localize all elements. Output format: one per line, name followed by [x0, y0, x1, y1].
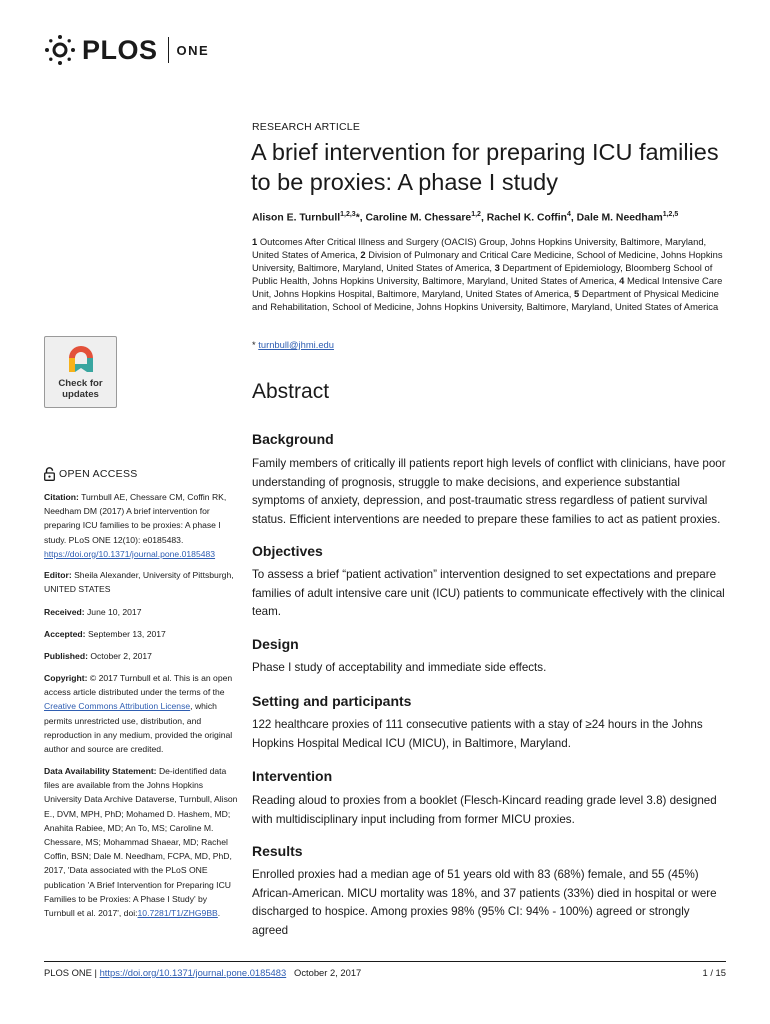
affiliation-text: Outcomes After Critical Illness and Surgery (OACIS) Group, Johns Hopkins University, Baltimore, Maryland, United States of America, — [252, 236, 707, 260]
section-text-results: Enrolled proxies had a median age of 51 years old with 83 (68%) female, and 55 (45%) African-American. MICU mortality was 18%, and 37 patients (33%) died in hospital or were discharged to hospice. Among proxies 98% (95% CI: 94% - 100%) agreed or strongly agreed — [252, 868, 717, 937]
check-for-updates-label — [45, 379, 116, 400]
accepted-label: Accepted: — [44, 629, 86, 639]
footer-journal: PLOS ONE | — [44, 967, 97, 978]
footer-doi-link[interactable]: https://doi.org/10.1371/journal.pone.0185483 — [99, 967, 287, 978]
affiliation-text: Medical Intensive Care Unit, Johns Hopkins Hospital, Baltimore, Maryland, United States of America, — [252, 274, 723, 299]
published-label: Published: — [44, 651, 88, 661]
corresponding-mark: * — [355, 212, 360, 224]
crossmark-icon — [65, 342, 97, 378]
journal-subtitle: ONE — [176, 42, 210, 58]
check-updates-line2: updates — [62, 388, 99, 400]
abstract-heading: Abstract — [252, 380, 330, 403]
author-affiliation: 1,2,3 — [340, 211, 356, 218]
affiliation-number: 4 — [619, 274, 625, 286]
section-heading-intervention: Intervention — [252, 768, 333, 784]
affiliation-number: 3 — [494, 261, 500, 273]
copyright-label: Copyright: — [44, 673, 88, 683]
data-availability-block — [44, 764, 240, 920]
editor-block — [44, 568, 240, 596]
section-heading-background: Background — [252, 431, 334, 447]
accepted-block — [44, 627, 240, 641]
author-name: Rachel K. Coffin — [486, 212, 567, 224]
data-availability-end: . — [217, 908, 221, 919]
open-access-badge — [44, 467, 138, 481]
journal-logo — [44, 30, 209, 70]
editor-text: Sheila Alexander, University of Pittsburgh, UNITED STATES — [44, 570, 234, 595]
corresponding-author — [252, 339, 334, 350]
citation-doi-link[interactable]: https://doi.org/10.1371/journal.pone.0185483 — [44, 548, 216, 559]
plos-logo-icon — [44, 34, 76, 66]
author-list: Alison E. Turnbull$^{1,2,3}$*, Caroline M. Chessare$^{1,2}$, Rachel K. Coffin$^4$, Dale M. Needham$^{1,2,5}$ — [252, 211, 679, 224]
data-availability-label: Data Availability Statement: — [44, 766, 157, 776]
data-doi-link[interactable]: 10.7281/T1/ZHG9BB — [137, 908, 218, 919]
check-updates-line1: Check for — [58, 378, 103, 389]
copyright-text: © 2017 Turnbull et al. This is an open access article distributed under the terms of the — [44, 673, 233, 698]
published-block — [44, 649, 240, 663]
footer-divider — [44, 961, 726, 962]
section-text-design: Phase I study of acceptability and immediate side effects. — [252, 661, 547, 674]
page-number: 1 / 15 — [702, 967, 726, 978]
journal-brand: PLOS — [82, 34, 158, 65]
article-title: A brief intervention for preparing ICU families to be proxies: A phase I study — [251, 139, 719, 195]
citation-label: Citation: — [44, 492, 79, 502]
affiliation-number: 2 — [360, 248, 366, 260]
received-label: Received: — [44, 607, 85, 617]
copyright-block — [44, 671, 240, 756]
license-link[interactable]: Creative Commons Attribution License — [44, 701, 191, 712]
footer — [44, 967, 361, 978]
published-date: October 2, 2017 — [90, 651, 152, 661]
affiliation-text: Department of Epidemiology, Bloomberg School of Public Health, Johns Hopkins University, Baltimore, Maryland, United States of America, — [252, 261, 713, 286]
open-access-label: OPEN ACCESS — [59, 468, 138, 480]
copyright-text-end: , which permits unrestricted use, distribution, and reproduction in any medium, provided the original author and source are credited. — [44, 701, 233, 755]
section-text-setting: 122 healthcare proxies of 111 consecutive patients with a stay of ≥24 hours in the Johns Hopkins Hospital Medical ICU (MICU), in Baltimore, Maryland. — [252, 718, 703, 750]
data-availability-text: De-identified data files are available from the Johns Hopkins University Data Archive Dataverse, Turnbull, Alison E., DVM, MPH, PhD; Mohamed D. Hashem, MD; Anahita Rabiee, MD; An To, MS; Caroline M. Chessare, MS; Mohammad Shaear, MD; Rachel Coffin, BSN; Dale M. Needham, FCPA, MD, PhD, 2017, 'Data associated with the PLoS ONE publication 'A Brief Intervention for Preparing ICU Families to be Proxies: A Phase I Study' by Turnbull et al. 2017', doi: — [44, 766, 238, 919]
accepted-date: September 13, 2017 — [87, 629, 166, 639]
author-name: Alison E. Turnbull — [252, 212, 341, 224]
section-heading-objectives: Objectives — [252, 543, 323, 559]
check-for-updates-badge[interactable] — [44, 336, 117, 408]
affiliation-text: Division of Pulmonary and Critical Care Medicine, School of Medicine, Johns Hopkins University, Baltimore, Maryland, United States of America, — [252, 248, 723, 273]
affiliation-number: 1 — [252, 236, 258, 247]
section-text-background: Family members of critically ill patients report high levels of conflict with clinicians, have poor understanding of prognosis, struggle to make decisions, and experience substantial symptoms of anxiety, depression, and post-traumatic stress regardless of patient survival status. Efficient interventions are needed to prepare these families to act as patient proxies. — [252, 457, 726, 526]
citation-text: Turnbull AE, Chessare CM, Coffin RK, Needham DM (2017) A brief intervention for preparing ICU families to be proxies: A phase I study. PLoS ONE 12(10): e0185483. — [44, 492, 227, 545]
received-block — [44, 605, 240, 619]
affiliations — [252, 236, 724, 313]
author-affiliation: 4 — [566, 211, 571, 218]
received-date: June 10, 2017 — [87, 607, 142, 617]
affiliation-text: Department of Physical Medicine and Rehabilitation, School of Medicine, Johns Hopkins University, Baltimore, Maryland, United States of America — [252, 287, 719, 312]
section-heading-design: Design — [252, 636, 299, 652]
article-type: RESEARCH ARTICLE — [252, 121, 361, 133]
author-affiliation: 1,2 — [471, 211, 481, 218]
footer-date: October 2, 2017 — [294, 967, 362, 978]
logo-divider — [168, 37, 169, 63]
author-name: Caroline M. Chessare — [365, 212, 472, 224]
section-text-objectives: To assess a brief “patient activation” intervention designed to set expectations and prepare families of adult intensive care unit (ICU) patients to communicate effectively with the clinical team. — [252, 568, 725, 618]
citation-block — [44, 490, 240, 561]
open-lock-icon — [44, 467, 55, 481]
author-affiliation: 1,2,5 — [662, 211, 679, 218]
editor-label: Editor: — [44, 570, 72, 580]
section-heading-results: Results — [252, 843, 303, 859]
author-name: Dale M. Needham — [576, 212, 663, 224]
section-text-intervention: Reading aloud to proxies from a booklet (Flesch-Kincard reading grade level 3.8) designed with multidisciplinary input including from former MICU proxies. — [252, 794, 717, 826]
corresponding-mark: * — [252, 339, 256, 350]
section-heading-setting: Setting and participants — [252, 693, 412, 709]
corresponding-email-link[interactable]: turnbull@jhmi.edu — [258, 339, 334, 350]
affiliation-number: 5 — [574, 287, 580, 299]
